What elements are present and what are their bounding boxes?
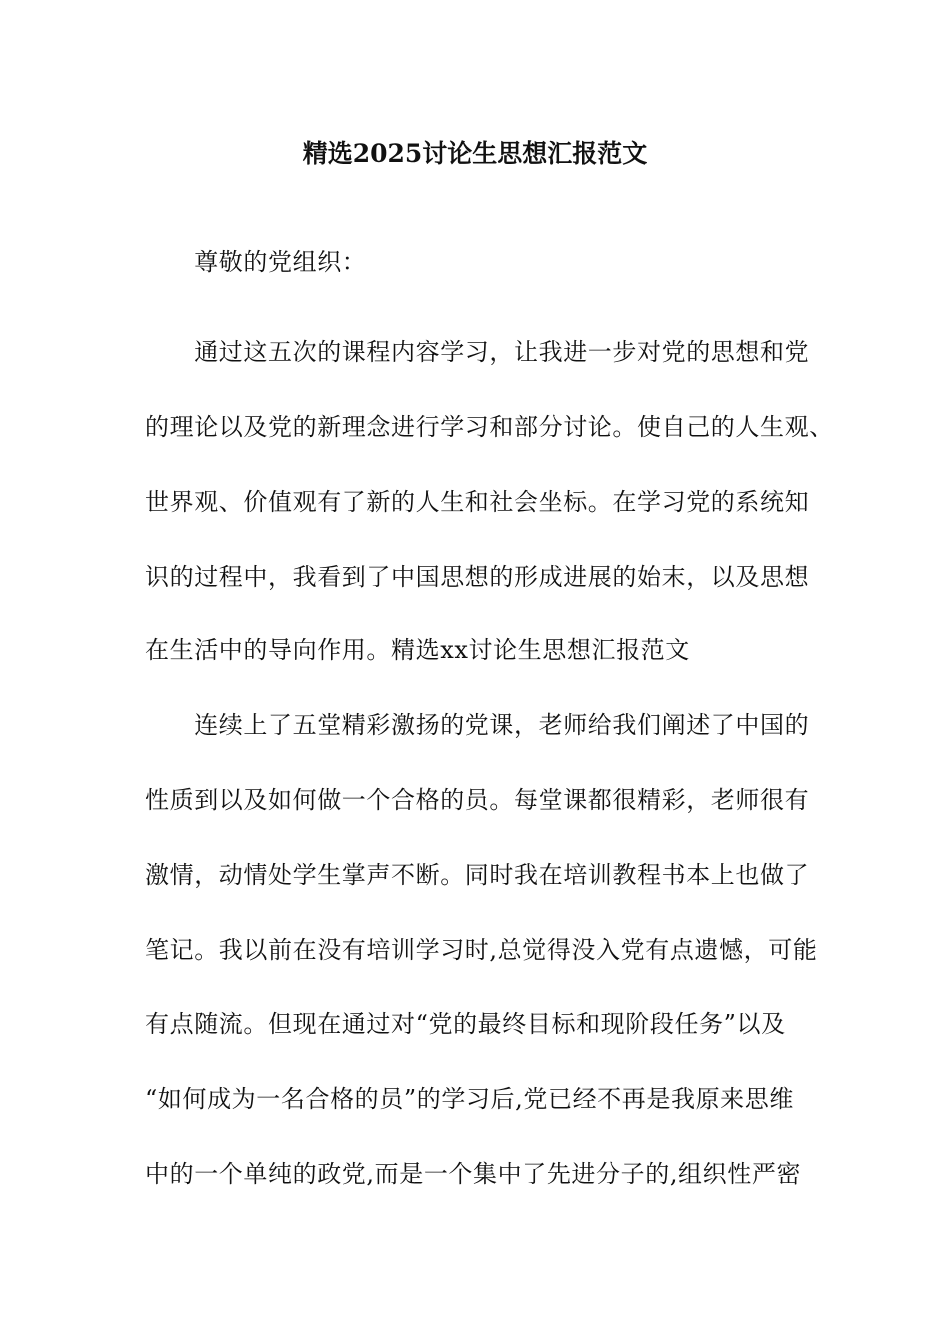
text-line-12: “如何成为一名合格的员”的学习后,党已经不再是我原来思维 [145, 1085, 794, 1113]
text-line-1: 尊敬的党组织： [145, 248, 367, 276]
text-line-4: 世界观、价值观有了新的人生和社会坐标。在学习党的系统知 [145, 488, 810, 516]
text-line-13: 中的一个单纯的政党,而是一个集中了先进分子的,组织性严密 [145, 1160, 802, 1188]
text-line-10: 笔记。我以前在没有培训学习时,总觉得没入党有点遗憾，可能 [145, 936, 818, 964]
text-line-2: 通过这五次的课程内容学习，让我进一步对党的思想和党 [145, 338, 810, 366]
document-title: 精选2025讨论生思想汇报范文 [302, 139, 648, 168]
text-line-7: 连续上了五堂精彩激扬的党课，老师给我们阐述了中国的 [145, 711, 810, 739]
text-line-11: 有点随流。但现在通过对“党的最终目标和现阶段任务”以及 [145, 1010, 786, 1038]
text-line-9: 激情，动情处学生掌声不断。同时我在培训教程书本上也做了 [145, 861, 810, 889]
text-line-3: 的理论以及党的新理念进行学习和部分讨论。使自己的人生观、 [145, 413, 834, 441]
text-line-5: 识的过程中，我看到了中国思想的形成进展的始末，以及思想 [145, 563, 810, 591]
text-line-8: 性质到以及如何做一个合格的员。每堂课都很精彩，老师很有 [145, 786, 810, 814]
text-line-6: 在生活中的导向作用。精选xx讨论生思想汇报范文 [145, 636, 690, 664]
